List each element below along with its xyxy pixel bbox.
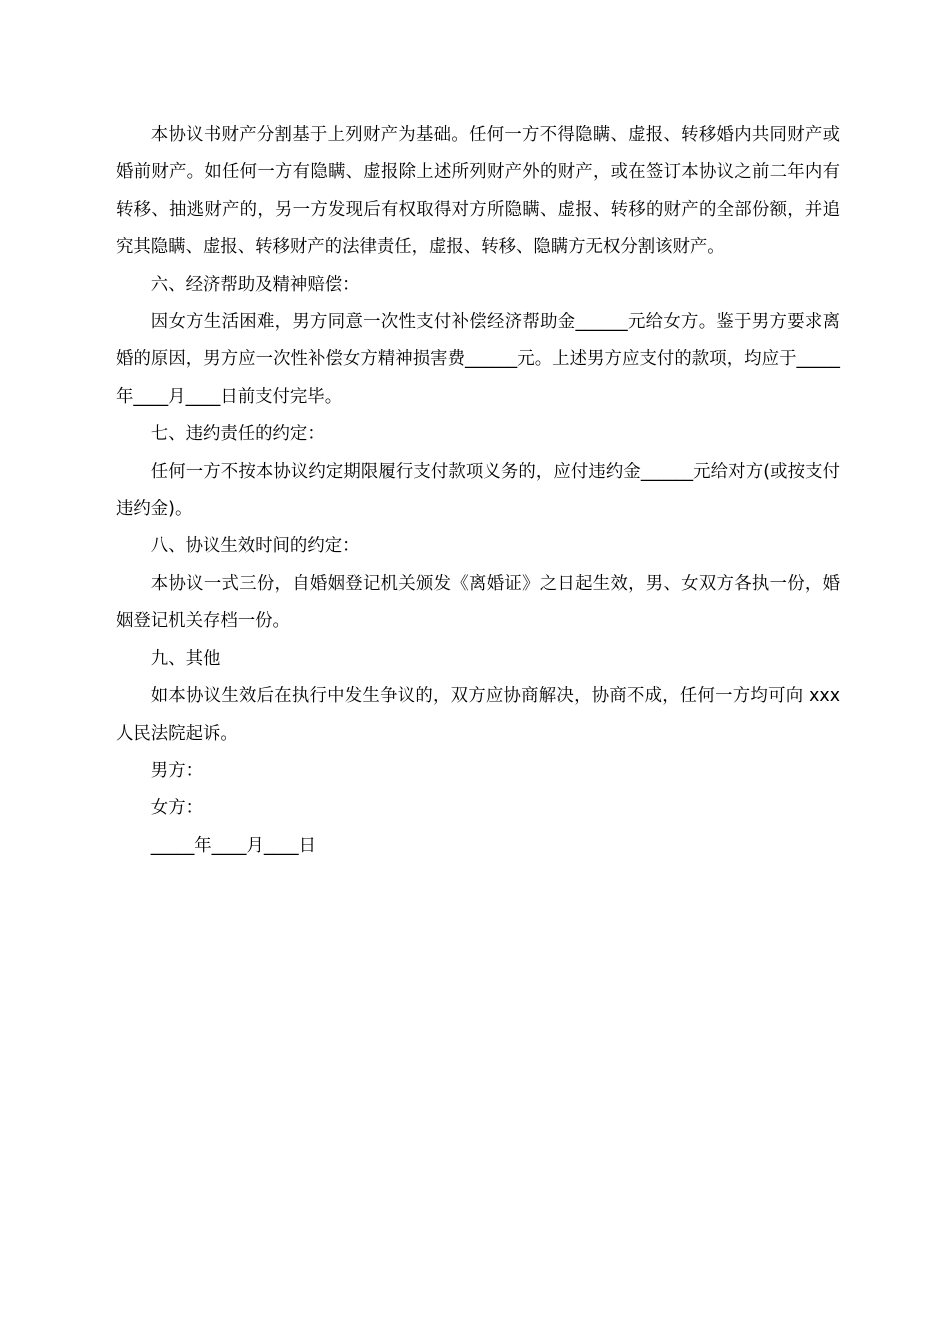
section-6-paragraph: 因女方生活困难，男方同意一次性支付补偿经济帮助金______元给女方。鉴于男方要求离婚的原因，男方应一次性补偿女方精神损害费______元。上述男方应支付的款项，均应于_____年____月____日前支付完毕。	[116, 312, 840, 407]
section-8-heading: 八、协议生效时间的约定：	[150, 536, 360, 557]
section-9-paragraph: 如本协议生效后在执行中发生争议的，双方应协商解决，协商不成，任何一方均可向 xxx 人民法院起诉。	[116, 686, 840, 744]
agreement-text	[116, 117, 840, 865]
signature-date-line: _____年____月____日	[150, 835, 317, 856]
section-6-heading: 六、经济帮助及精神赔偿：	[150, 274, 360, 295]
section-7-heading: 七、违约责任的约定：	[150, 424, 325, 445]
property-clause-paragraph: 本协议书财产分割基于上列财产为基础。任何一方不得隐瞒、虚报、转移婚内共同财产或婚前财产。如任何一方有隐瞒、虚报除上述所列财产外的财产，或在签订本协议之前二年内有转移、抽逃财产的，另一方发现后有权取得对方所隐瞒、虚报、转移的财产的全部份额，并追究其隐瞒、虚报、转移财产的法律责任，虚报、转移、隐瞒方无权分割该财产。	[116, 125, 840, 258]
section-9-heading: 九、其他	[150, 648, 221, 669]
female-signature-line: 女方：	[150, 798, 203, 819]
section-8-paragraph: 本协议一式三份，自婚姻登记机关颁发《离婚证》之日起生效，男、女双方各执一份，婚姻登记机关存档一份。	[116, 573, 840, 632]
male-signature-line: 男方：	[150, 760, 203, 781]
section-7-paragraph: 任何一方不按本协议约定期限履行支付款项义务的，应付违约金______元给对方(或按支付违约金)。	[116, 461, 840, 520]
